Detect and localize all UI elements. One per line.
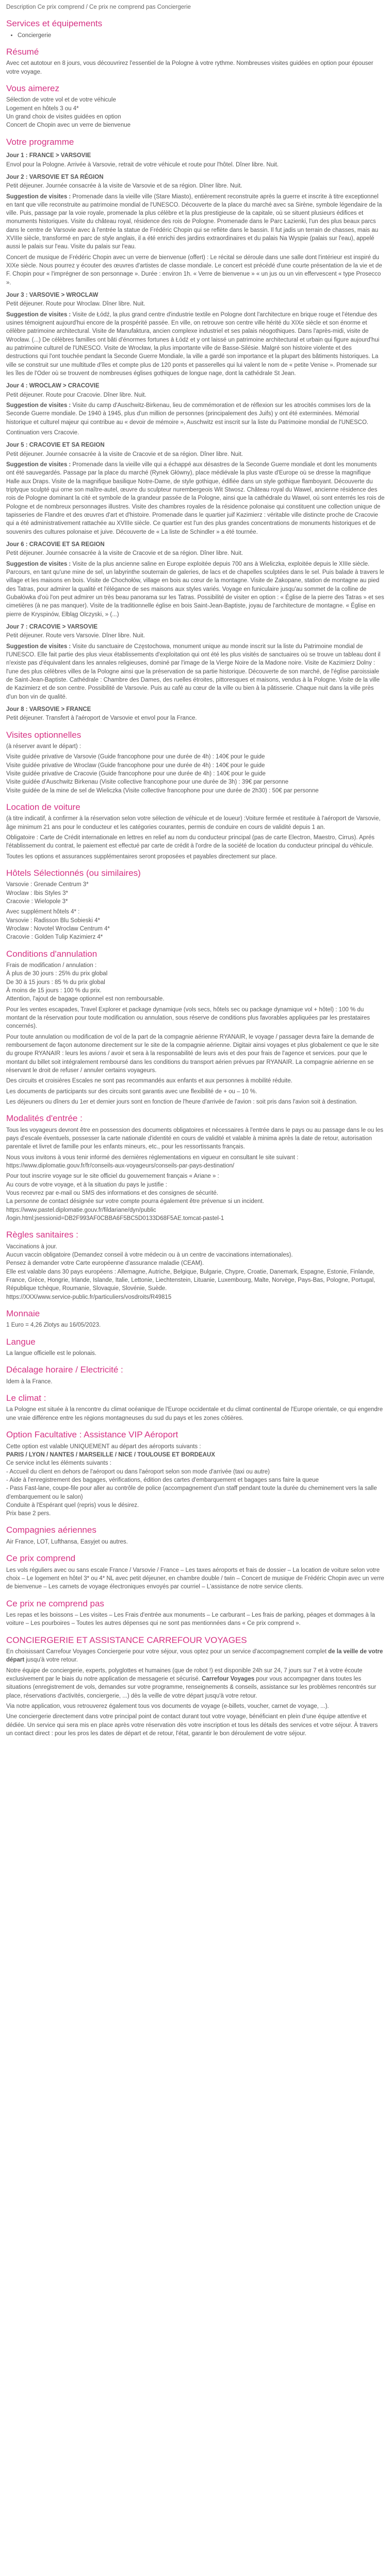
- visite-line: Visite guidée d'Auschwitz Birkenau (Visite collective francophone pour une durée de 3h) : 39€ par personne: [6, 779, 289, 786]
- text-label: Carrefour Voyages: [202, 1676, 255, 1682]
- conciergerie-paragraph: [6, 1667, 385, 1700]
- text-run: jusqu'à votre retour.: [24, 1657, 78, 1664]
- regles-line: Aucun vaccin obligatoire (Demandez conseil à votre médecin ou à un centre de vaccinations internationales).: [6, 1251, 293, 1258]
- location-text: Obligatoire : Carte de Crédit internationale en lettres en relief au nom du conducteur principal (pas de carte Electron, Maestro, Cirrus). Aprés l'établissement du contrat, le paiement est effectué par carte de crédit à l'ordre de la société de location du conducteur principal du véhicule.: [6, 834, 374, 850]
- programme-section: [6, 137, 385, 723]
- text-run: Visite du sanctuaire de Częstochowa, monument unique au monde inscrit sur la liste du Patrimoine mondial de l'UNESCO. Elle fait partie des plus vieux établissements d'exploitation qui ont été les plus visités de sanctuaires où se trouve un tableau dont il n'existe pas d'équivalent dans les annales religieuses, dominé par l'image de la Vierge Noire de la Madone noire. Visite de Kazimierz Dolny : l'une des plus célèbres villes de la Pologne ainsi que la préservation de sa partie historique. Découverte de son marché, de l'église paroissiale de Saint-Jean-Baptiste. Cathédrale : Chambre des Dames, des ruelles étroites, pittoresques et maisons, vendus à la Pologne. Visite de la ville de Kazimierz et de son centre. Possibilité de Varsovie. Puis au café au cœur de la ville ou bien à la pâtisserie. Chaque nuit dans la ville près d'un bon vin de qualité.: [6, 643, 381, 700]
- modalites-line: Vous recevrez par e-mail ou SMS des informations et des consignes de sécurité.: [6, 1190, 219, 1196]
- text-run: Notre équipe de conciergerie, experts, polyglottes et humaines (que de robot !) est disponible 24h sur 24, 7 jours sur 7 et à votre écoute exclusivement par le biais du notre application de messagerie et sécurisé.: [6, 1667, 363, 1682]
- visite-line: Visite guidée privative de Varsovie (Guide francophone pour une durée de 4h) : 140€ pour le guide: [6, 754, 265, 760]
- text-run: Petit déjeuner. Route pour Wroclaw. Dîner libre. Nuit.: [6, 301, 145, 308]
- services-title: Services et équipements: [6, 19, 103, 29]
- climat-text: La Pologne est située à la rencontre du climat océanique de l'Europe occidentale et du climat continental de l'Europe orientale, ce qui engendre une vraie différence entre les régions montagneuses du sud du pays et les zones côtières.: [6, 1406, 383, 1421]
- day-heading: Jour 3 : VARSOVIE > WROCLAW: [6, 292, 99, 299]
- condition-line: De 30 à 15 jours : 85 % du prix global: [6, 979, 105, 986]
- decalage-title: Décalage horaire / Electricité :: [6, 1365, 123, 1375]
- day-paragraph: [6, 391, 385, 399]
- breadcrumb: Description Ce prix comprend / Ce prix ne comprend pas Conciergerie: [6, 4, 191, 10]
- text-run: Promenade dans la vieille ville (Stare Miasto), entièrement reconstruite après la guerre et inscrite à titre exceptionnel en tant que ville reconstruite au patrimoine mondial de l'UNESCO. Découverte de la place du marché avec sa Sirène, symbole légendaire de la ville. Puis, passage par la voie royale, promenade la plus célèbre et la plus prestigieuse de la capitale, où se situent plusieurs édifices et monuments historiques. Visite du château royal, résidence des rois de Pologne. Promenade dans le Parc Łazienki, l'un des plus beaux parcs dans le centre de Varsovie avec à l'entrée la statue de Frédéric Chopin qui se reflète dans le bassin. Il fut jadis un terrain de chasses, mais au XVIIIe siècle, transformé en parc de style anglais, il a été enrichi des jardins extraordinaires et du palais Na Wyspie (palais sur l'eau), appelé aussi le palais sur l'eau. Visite du palais sur l'eau.: [6, 193, 382, 250]
- day-heading: Jour 6 : CRACOVIE ET SA REGION: [6, 541, 105, 548]
- day-heading: Jour 1 : FRANCE > VARSOVIE: [6, 152, 91, 159]
- resume-text: Avec cet autotour en 8 jours, vous découvrirez l'essentiel de la Pologne à votre rythme. Nombreuses visites guidées en option pour épouser votre voyage.: [6, 60, 373, 75]
- condition-para: Des circuits et croisières Escales ne sont pas recommandés aux enfants et aux personnes à mobilité réduite.: [6, 1078, 292, 1084]
- services-section: [6, 19, 385, 40]
- option-line: Conduite à l'Espérant quel (repris) vous le désirez.: [6, 1502, 139, 1509]
- hotel-line: Varsovie : Grenade Centrum 3*: [6, 882, 89, 888]
- modalites-line: La personne de contact désignée sur votre compte pourra également être prévenue si un incident.: [6, 1198, 264, 1205]
- conciergerie-paragraph: [6, 1713, 385, 1738]
- text-run: Une conciergerie directement dans votre principal point de contact durant tout votre voyage, bénéficiant en plein d'une équipe attentive et dédiée. Un service qui sera mis en place après votre réservation dès votre inscription et tous les détails des services et votre séjour. À travers un contact direct : pour les pros les dates de départ et de retour, l'état, garantir le bon déroulement de votre séjour.: [6, 1714, 378, 1737]
- regles-line: Pensez à demander votre Carte européenne d'assurance maladie (CEAM).: [6, 1260, 204, 1267]
- day-paragraph: [6, 450, 385, 459]
- modalites-link[interactable]: https://www.pastel.diplomatie.gouv.fr/fildariane/dyn/public: [6, 1207, 156, 1213]
- text-label: Suggestion de visites :: [6, 311, 73, 318]
- regles-title: Règles sanitaires :: [6, 1230, 78, 1240]
- text-label: Suggestion de visites :: [6, 462, 73, 468]
- text-run: Visite de la plus ancienne saline en Europe exploitée depuis 700 ans à Wieliczka, exploitée depuis le XIIIe siècle. Parcours, en tant qu'une mine de sel, un labyrinthe souterrain de galeries, de lacs et de chapelles sculptées dans le sel. Puis balade à travers le village et les maisons en bois. Visite de Chochołów, village en bois au cœur de la montagne. Visite de Zakopane, station de montagne au pied des Tatras, pour admirer la qualité et l'élégance de ses maisons aux styles variés. Voyage en funiculaire jusqu'au sommet de la colline de Gubałówka d'où l'on peut admirer un très beau panorama sur les Tatras. Possibilité de visiter en option : « Église de la pierre des Tatras » et ses cimetières (à ne pas manquer). Visite de la traditionnelle église en bois Saint-Jean-Baptiste, joyau de l'architecture de montagne. « Église en pierre de Kryspinów, Ełbląg Olczyski, » (...): [6, 561, 384, 618]
- compagnies-section: [6, 1525, 385, 1546]
- visites-section: [6, 730, 385, 795]
- text-label: de la veille de votre départ: [6, 1649, 383, 1664]
- text-run: Via notre application, vous retrouverez également tous vos documents de voyage (e-billets, voucher, carnet de voyage, ...).: [6, 1703, 329, 1709]
- text-run: Petit déjeuner. Journée consacrée à la visite de Varsovie et de sa région. Dîner libre. Nuit.: [6, 183, 242, 190]
- day-paragraph: [6, 253, 385, 287]
- visite-line: Visite guidée privative de Cracovie (Guide francophone pour une durée de 4h) : 140€ pour le guide: [6, 770, 266, 777]
- text-run: Petit déjeuner. Journée consacrée à la visite de Cracovie et de sa région. Dîner libre. Nuit.: [6, 550, 243, 557]
- hotel-line: Wroclaw : Ibis Styles 3*: [6, 890, 68, 896]
- services-list: [6, 31, 385, 40]
- modalites-para: Nous vous invitons à vous tenir informé des dernières réglementations en vigueur en consultant le site suivant : https://www.diplomatie.gouv.fr/fr/conseils-aux-voyageurs/conseils-par-pays-destination/: [6, 1154, 299, 1169]
- location-text: Toutes les options et assurances supplémentaires seront proposées et payables directement sur place.: [6, 853, 277, 860]
- option-line: Prix base 2 pers.: [6, 1511, 51, 1517]
- conditions-section: [6, 949, 385, 1107]
- highlight-line: Concert de Chopin avec un verre de bienvenue: [6, 122, 131, 129]
- conciergerie-paragraph: [6, 1702, 385, 1710]
- option-section: [6, 1430, 385, 1518]
- text-run: Petit déjeuner. Route pour Cracovie. Dîner libre. Nuit.: [6, 392, 146, 398]
- prix-comprend-title: Ce prix comprend: [6, 1553, 76, 1564]
- prix-non-comprend-text: Les repas et les boissons – Les visites – Les Frais d'entrée aux monuments – Le carburant – Les frais de parking, péages et dommages à la voiture – Les pourboires – Toutes les autres dépenses qui ne sont pas mentionnées dans « Ce prix comprend ».: [6, 1612, 375, 1627]
- resume-title: Résumé: [6, 47, 39, 57]
- visites-title: Visites optionnelles: [6, 730, 82, 740]
- services-item: • Conciergerie: [18, 31, 385, 40]
- day-paragraph: [6, 632, 385, 640]
- option-line: - Aide à l'enregistrement des bagages, vérifications, édition des cartes d'embarquement et bagages sans faire la queue: [6, 1477, 319, 1483]
- text-run: pour vous accompagner dans toutes les situations (enregistrement de vols, demandes sur votre programme, renseignements & conseils, assistance sur les problèmes rencontrés sur place, réservations d'activités, conciergerie, ...) dès la veille de votre départ jusqu'à votre retour.: [6, 1676, 377, 1699]
- day-paragraph: [6, 560, 385, 619]
- hotels-title: Hôtels Sélectionnés (ou similaires): [6, 868, 141, 878]
- modalites-link[interactable]: /login.html;jsessionid=DB2F993AF0CBBA6F5BC5D0133D68F5AE.tomcat-pastel-1: [6, 1215, 224, 1222]
- programme-days: [6, 151, 385, 722]
- programme-title: Votre programme: [6, 137, 74, 147]
- option-line: - Accueil du client en dehors de l'aéroport ou dans l'aéroport selon son mode d'arrivée (taxi ou autre): [6, 1468, 270, 1475]
- condition-para: Les documents de participants sur des circuits sont garantis avec une flexibilité de + ou – 10 %.: [6, 1088, 257, 1095]
- monnaie-text: 1 Euro = 4,26 Zlotys au 16/05/2023.: [6, 1322, 101, 1329]
- text-run: Visite du camp d'Auschwitz-Birkenau, lieu de commémoration et de réflexion sur les atrocités commises lors de la Seconde Guerre mondiale. De 1940 à 1945, plus d'un million de personnes (principalement des Juifs) y ont été exterminées. Mémorial historique et culturel majeur qui contribue au « devoir de mémoire », Auschwitz est inscrit sur la liste du Patrimoine mondial de l'UNESCO.: [6, 402, 371, 426]
- compagnies-title: Compagnies aériennes: [6, 1525, 96, 1535]
- modalites-line: Au cours de votre voyage, et à la situation du pays le justifie :: [6, 1181, 167, 1188]
- decalage-text: Idem à la France.: [6, 1378, 53, 1385]
- day-heading: Jour 7 : CRACOVIE > VARSOVIE: [6, 623, 98, 630]
- hotel-line: Cracovie : Wielopole 3*: [6, 898, 68, 905]
- conciergerie-title: CONCIERGERIE ET ASSISTANCE CARREFOUR VOYAGES: [6, 1635, 247, 1645]
- text-run: En choisissant Carrefour Voyages Conciergerie pour votre séjour, vous optez pour un service d'accompagnement complet: [6, 1649, 329, 1655]
- day-paragraph: [6, 461, 385, 536]
- option-line: - Pass Fast-lane, coupe-file pour aller au contrôle de police (accompagnement d'un staff pendant toute la durée du cheminement vers la salle d'embarquement ou le salon): [6, 1485, 377, 1500]
- visite-line: Visite guidée privative de Wroclaw (Guide francophone pour une durée de 4h) : 140€ pour le guide: [6, 762, 265, 769]
- text-label: Suggestion de visites :: [6, 643, 73, 650]
- hotels-supplement-label: Avec supplément hôtels 4* :: [6, 909, 80, 916]
- text-run: Visite de Łódź, la plus grand centre d'industrie textile en Pologne dont l'architecture en brique rouge et l'étendue des usines témoignent aujourd'hui encore de la prospérité passée. En ville, on retrouve son centre ville hérité du XIXe siècle et son énorme et célèbre patrimoine architectural. Visite de Manufaktura, ancien complexe industriel et ses palais néogothiques. Dans l'après-midi, visite de Wrocław. (...) De célèbres familles ont bâti d'énormes fortunes à Łódź et y ont laissé un patrimoine architectural et urbain qui figure aujourd'hui au patrimoine culturel de l'UNESCO. Visite de Wrocław, la plus importante ville de Basse-Silésie. Malgré son histoire violente et des destructions qui l'ont touchée pendant la Seconde Guerre Mondiale, la ville a gardé son importance et la plupart des bâtiments historiques. La ville se construit sur une multitude d'îles et compte plus de 120 ponts et passerelles qui lui valent le nom de « petite Venise ». Promenade sur les îles de l'Oder où se trouvent de nombreuses églises gothiques de longue nage, dont la cathédrale St Jean.: [6, 311, 380, 377]
- prix-non-comprend-section: [6, 1599, 385, 1628]
- hotel-line: Cracovie : Golden Tulip Kazimierz 4*: [6, 934, 103, 941]
- resume-section: [6, 47, 385, 76]
- condition-line: Attention, l'ajout de bagage optionnel est non remboursable.: [6, 996, 165, 1003]
- day-paragraph: [6, 311, 385, 378]
- highlight-line: Sélection de votre vol et de votre véhicule: [6, 97, 116, 104]
- regles-line: Vaccinations à jour.: [6, 1243, 57, 1250]
- visites-note: (à réserver avant le départ) :: [6, 743, 82, 750]
- day-paragraph: [6, 714, 385, 722]
- condition-para: Pour toute annulation ou modification de vol de la part de la compagnie aérienne RYANAIR, le voyage / passager devra faire la demande de remboursement de façon autonome directement sur le site de la compagnie aérienne. Digitair ainsi voyages et plus globalement ce que le site du groupe RYANAIR : leurs les avions / avoir et sera à la responsabilité de leurs avis et des pour frais de l'agence et services. pour que le montant du billet soit intégralement remboursé dans les conditions du transport aérien prévues par RYANAIR. La compagnie aérienne en se réservant le droit de refuser / annuler certains voyageurs.: [6, 1033, 379, 1074]
- decalage-section: [6, 1365, 385, 1386]
- prix-comprend-text: Les vols réguliers avec ou sans escale France / Varsovie / France – Les taxes aéroports et frais de dossier – La location de voiture selon votre choix – Le logement en hôtel 3* ou 4* NL avec petit déjeuner, en chambre double / twin – Concert de musique de Frédéric Chopin avec un verre de bienvenue – Les carnets de voyage électroniques envoyés par courriel – L'assistance de notre service clients.: [6, 1567, 384, 1590]
- prix-non-comprend-title: Ce prix ne comprend pas: [6, 1598, 104, 1608]
- condition-line: À plus de 30 jours : 25% du prix global: [6, 971, 108, 977]
- location-section: [6, 802, 385, 861]
- compagnies-text: Air France, LOT, Lufthansa, Easyjet ou autres.: [6, 1538, 128, 1545]
- prix-comprend-section: [6, 1553, 385, 1591]
- text-label: Suggestion de visites :: [6, 402, 73, 409]
- option-airports: PARIS / LYON / NANTES / MARSEILLE / NICE / TOULOUSE ET BORDEAUX: [6, 1451, 215, 1458]
- text-run: Envol pour la Pologne. Arrivée à Varsovie, retrait de votre véhicule et route pour l'hôtel. Dîner libre. Nuit.: [6, 161, 279, 168]
- monnaie-section: [6, 1309, 385, 1330]
- langue-title: Langue: [6, 1336, 36, 1347]
- text-run: Petit déjeuner. Journée consacrée à la visite de Cracovie et de sa région. Dîner libre. Nuit.: [6, 451, 243, 457]
- text-run: Promenade dans la vieille ville qui a échappé aux désastres de la Seconde Guerre mondiale et dont les monuments ont été sauvegardés. Passage par la place du marché (Rynek Główny), place médiévale la plus vaste d'Europe où se dresse la magnifique Halle aux Draps. Visite de la magnifique basilique Notre-Dame, de style gothique, édifiée dans un style gothique flamboyant. Découverte du triptyque sculpté qui orne son maître-autel, œuvre du sculpteur nurembergeois Wit Stwosz. Château royal du Wawel, ancienne résidence des rois de Pologne dominant la cité et symbole de la grandeur passée de la Pologne, ainsi que la cathédrale du Wawel, où sont enterrés les rois de Pologne et de nombreux personnages illustres. Visite des chambres royales de la résidence polonaise qui constituent une collection unique de tapisseries de Flandre et des œuvres d'art et d'histoire. Promenade dans le quartier juif Kazimierz : véritable ville distincte proche de Cracovie qui a été administrativement rattachée au XVIIIe siècle. Ce quartier est l'un des plus grandes concentrations de monuments historiques et de souvenirs des cultures polonaise et juive. Découverte de « La liste de Schindler » a été tournée.: [6, 462, 385, 535]
- conditions-title: Conditions d'annulation: [6, 948, 97, 959]
- day-heading: Jour 5 : CRACOVIE ET SA REGION: [6, 442, 105, 449]
- modalites-para: Tous les voyageurs devront être en possession des documents obligatoires et nécessaires à l'entrée dans le pays ou au passage dans le ou les pays d'escale éventuels, possesser la carte nationale d'identité en cours de validité et valable à minima après la date de retour, autorisation parentale et livret de famille pour les enfants mineurs, etc., pour les ressortissants français.: [6, 1127, 383, 1150]
- text-run: Petit déjeuner. Transfert à l'aéroport de Varsovie et envol pour la France.: [6, 715, 197, 722]
- location-title: Location de voiture: [6, 802, 80, 812]
- text-run: Concert de musique de Frédéric Chopin avec un verre de bienvenue (offert) : Le récital se déroule dans une salle dont l'intérieur est inspiré du XIXe siècle. Nous pourrez y écouter des œuvres d'artistes de classe mondiale. Le concert est précédé d'une courte présentation de la vie et de F. Chopin pour « l'imprégner de son personnage ». Durée : environ 1h. « Verre de bienvenue » « un jus ou un vin effervescent « type Prosecco ».: [6, 254, 382, 286]
- text-label: Suggestion de visites :: [6, 561, 73, 567]
- option-title: Option Facultative : Assistance VIP Aéroport: [6, 1430, 178, 1440]
- day-heading: Jour 2 : VARSOVIE ET SA RÉGION: [6, 174, 104, 180]
- day-paragraph: [6, 182, 385, 190]
- regles-section: [6, 1230, 385, 1301]
- condition-line: À moins de 15 jours : 100 % du prix.: [6, 987, 102, 994]
- monnaie-title: Monnaie: [6, 1308, 40, 1318]
- modalites-line: Pour tout inscrire voyage sur le site officiel du gouvernement français « Ariane » :: [6, 1173, 219, 1180]
- highlight-line: Logement en hôtels 3 ou 4*: [6, 105, 79, 112]
- langue-text: La langue officielle est le polonais.: [6, 1350, 96, 1357]
- day-heading: Jour 4 : WROCLAW > CRACOVIE: [6, 383, 100, 389]
- condition-line: Frais de modification / annulation :: [6, 962, 97, 969]
- day-paragraph: [6, 161, 385, 169]
- day-paragraph: [6, 401, 385, 427]
- condition-para: Les déjeuners ou dîners du 1er et dernier jours sont en fonction de l'heure d'arrivée de l'avion : soit pris dans l'avion soit à destination.: [6, 1098, 357, 1105]
- day-paragraph: [6, 300, 385, 308]
- hotel-line: Wroclaw : Novotel Wroclaw Centrum 4*: [6, 925, 110, 932]
- regles-link[interactable]: https://XXX/www.service-public.fr/particuliers/vosdroits/R49815: [6, 1294, 172, 1300]
- regles-line: Elle est valable dans 30 pays européens : Allemagne, Autriche, Belgique, Bulgarie, Chypre, Croatie, Danemark, Espagne, Estonie, Finlande, France, Grèce, Hongrie, Irlande, Islande, Italie, Lettonie, Liechtenstein, Lituanie, Luxembourg, Malte, Norvège, Pays-Bas, Pologne, Portugal, République tchèque, Roumanie, Slovaquie, Slovénie, Suède.: [6, 1268, 376, 1292]
- langue-section: [6, 1337, 385, 1358]
- condition-para: Pour les ventes escapades, Travel Explorer et package dynamique (vols secs, hôtels sec ou package dynamique vol + hôtel) : 100 % du montant de la réservation pour toute modification ou annulation, sous réserve de conditions plus favorables appliquées par les prestataires concernés).: [6, 1006, 370, 1030]
- vous-aimerez-title: Vous aimerez: [6, 83, 59, 94]
- day-paragraph: [6, 549, 385, 557]
- modalites-title: Modalités d'entrée :: [6, 1113, 83, 1124]
- option-line: Ce service inclut les éléments suivants :: [6, 1460, 111, 1467]
- conciergerie-paragraph: [6, 1648, 385, 1665]
- climat-title: Le climat :: [6, 1393, 46, 1403]
- location-text: (à titre indicatif, à confirmer à la réservation selon votre sélection de véhicule et de loueur) :Voiture fermée et restituée à l'aéroport de Varsovie, âge minimum 21 ans pour le conducteur et les catégories courantes, permis de conduire en cours de validité depuis 1 an.: [6, 816, 381, 831]
- modalites-section: [6, 1113, 385, 1223]
- day-paragraph: [6, 193, 385, 251]
- day-heading: Jour 8 : VARSOVIE > FRANCE: [6, 706, 91, 713]
- text-run: Petit déjeuner. Route vers Varsovie. Dîner libre. Nuit.: [6, 633, 145, 639]
- text-label: Suggestion de visites :: [6, 193, 73, 200]
- climat-section: [6, 1393, 385, 1422]
- vous-aimerez-section: [6, 83, 385, 130]
- day-paragraph: [6, 642, 385, 701]
- day-paragraph: [6, 429, 385, 437]
- text-run: Continuation vers Cracovie.: [6, 430, 79, 436]
- hotels-section: [6, 868, 385, 942]
- conciergerie-body: [6, 1648, 385, 1738]
- option-line: Cette option est valable UNIQUEMENT au départ des aéroports suivants :: [6, 1443, 201, 1450]
- conciergerie-section: [6, 1635, 385, 1738]
- highlight-line: Un grand choix de visites guidées en option: [6, 114, 121, 121]
- hotel-line: Varsovie : Radisson Blu Sobieski 4*: [6, 917, 100, 924]
- visite-line: Visite guidée de la mine de sel de Wieliczka (Visite collective francophone pour une durée de 2h30) : 50€ par personne: [6, 787, 319, 794]
